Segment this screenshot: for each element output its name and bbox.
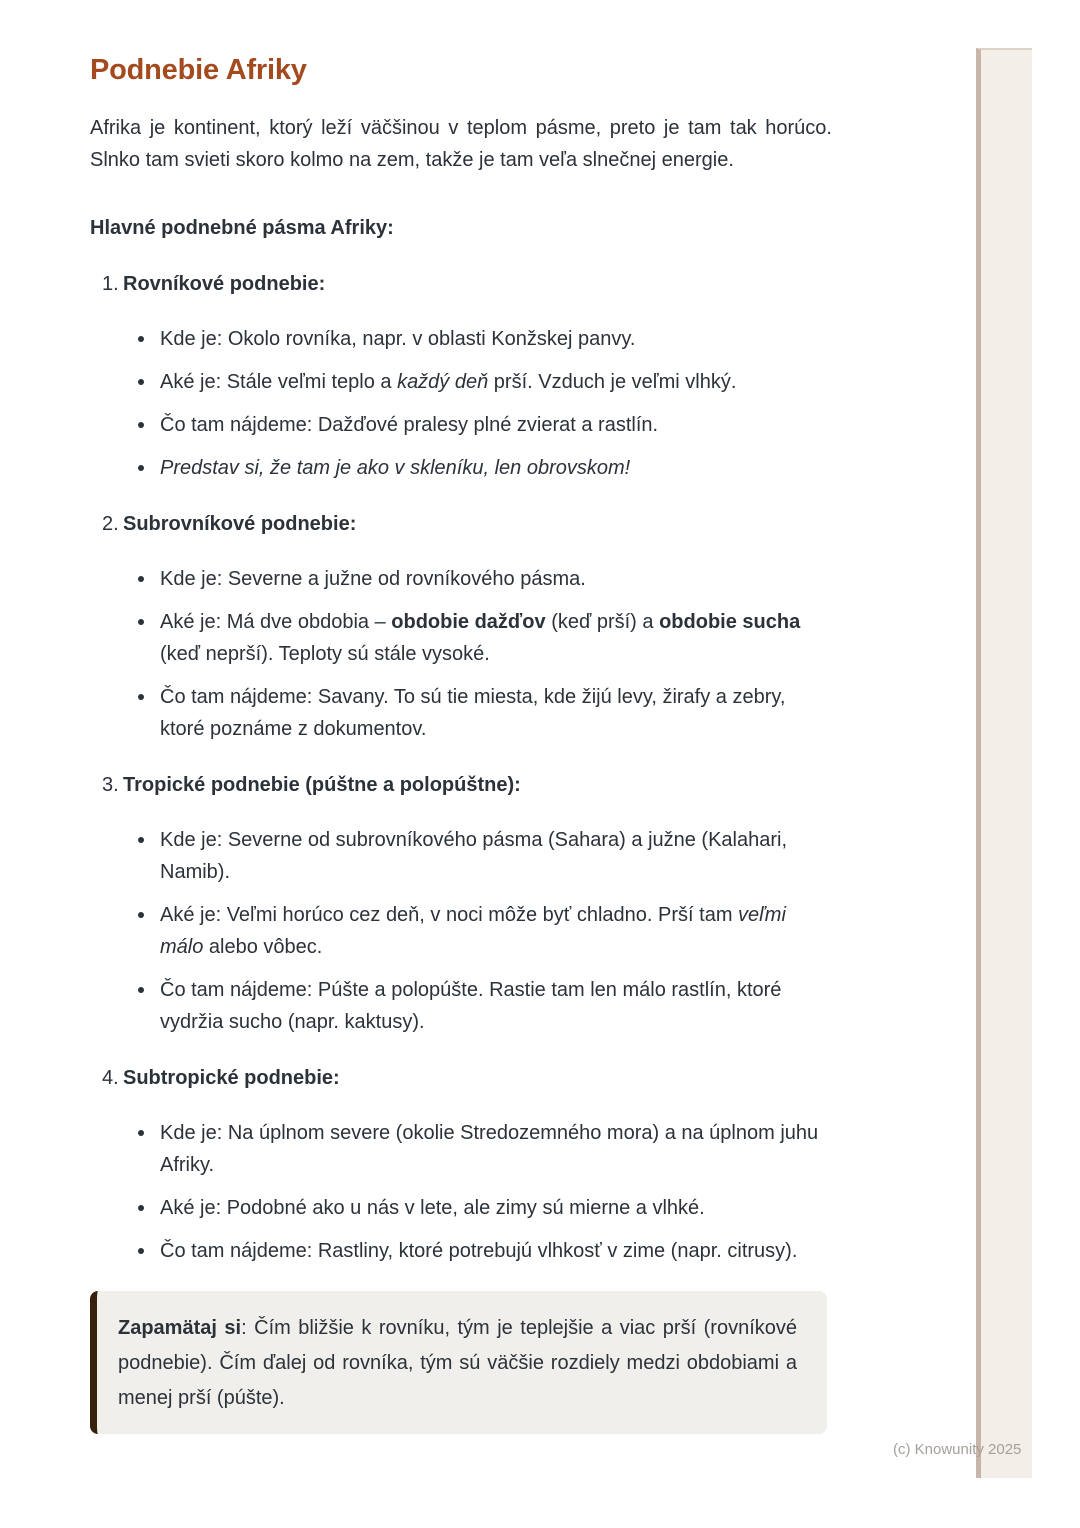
note-box [90, 1291, 827, 1434]
climate-zone-title: Rovníkové podnebie: [123, 273, 326, 295]
zone-details-list [123, 1094, 832, 1267]
item-number: 1. [102, 273, 119, 295]
climate-zone-item-4 [102, 1062, 832, 1267]
climate-zone-title: Subtropické podnebie: [123, 1067, 340, 1089]
list-item: Kde je: Severne od subrovníkového pásma (Sahara) a južne (Kalahari, Namib). [160, 824, 832, 888]
list-item: Predstav si, že tam je ako v skleníku, len obrovskom! [160, 452, 832, 484]
copyright-watermark: (c) Knowunity 2025 [893, 1441, 1022, 1458]
list-item: Aké je: Podobné ako u nás v lete, ale zimy sú mierne a vlhké. [160, 1192, 832, 1224]
climate-zone-item-3 [102, 769, 832, 1038]
list-item: Aké je: Veľmi horúco cez deň, v noci môže byť chladno. Prší tam veľmi málo alebo vôbec. [160, 899, 832, 963]
item-number: 2. [102, 513, 119, 535]
list-item: Čo tam nájdeme: Dažďové pralesy plné zvierat a rastlín. [160, 409, 832, 441]
climate-zone-title: Subrovníkové podnebie: [123, 513, 357, 535]
list-heading: Hlavné podnebné pásma Afriky: [90, 217, 394, 239]
climate-zone-item-2 [102, 508, 832, 745]
list-item: Kde je: Severne a južne od rovníkového pásma. [160, 563, 832, 595]
page-title: Podnebie Afriky [90, 54, 307, 86]
list-item: Aké je: Stále veľmi teplo a každý deň prší. Vzduch je veľmi vlhký. [160, 366, 832, 398]
list-item: Čo tam nájdeme: Púšte a polopúšte. Rastie tam len málo rastlín, ktoré vydržia sucho (napr. kaktusy). [160, 974, 832, 1038]
page-edge-strip [976, 48, 1032, 1478]
list-item: Kde je: Na úplnom severe (okolie Stredozemného mora) a na úplnom juhu Afriky. [160, 1117, 832, 1181]
document-content [90, 0, 832, 1434]
zone-details-list [123, 540, 832, 745]
zone-details-list [123, 300, 832, 484]
item-number: 4. [102, 1067, 119, 1089]
climate-zone-item-1 [102, 268, 832, 484]
list-item: Čo tam nájdeme: Savany. To sú tie miesta, kde žijú levy, žirafy a zebry, ktoré poznáme z dokumentov. [160, 681, 832, 745]
climate-zones-list [90, 268, 832, 1267]
climate-zone-title: Tropické podnebie (púštne a polopúštne): [123, 774, 521, 796]
intro-paragraph: Afrika je kontinent, ktorý leží väčšinou v teplom pásme, preto je tam tak horúco. Slnko tam svieti skoro kolmo na zem, takže je tam veľa slnečnej energie. [90, 117, 832, 171]
list-item: Kde je: Okolo rovníka, napr. v oblasti Konžskej panvy. [160, 323, 832, 355]
note-text: Zapamätaj si: Čím bližšie k rovníku, tým je teplejšie a viac prší (rovníkové podnebie). Čím ďalej od rovníka, tým sú väčšie rozdiely medzi obdobiami a menej prší (púšte). [118, 1317, 797, 1409]
list-item: Čo tam nájdeme: Rastliny, ktoré potrebujú vlhkosť v zime (napr. citrusy). [160, 1235, 832, 1267]
list-item: Aké je: Má dve obdobia – obdobie dažďov (keď prší) a obdobie sucha (keď neprší). Teploty sú stále vysoké. [160, 606, 832, 670]
item-number: 3. [102, 774, 119, 796]
zone-details-list [123, 801, 832, 1038]
